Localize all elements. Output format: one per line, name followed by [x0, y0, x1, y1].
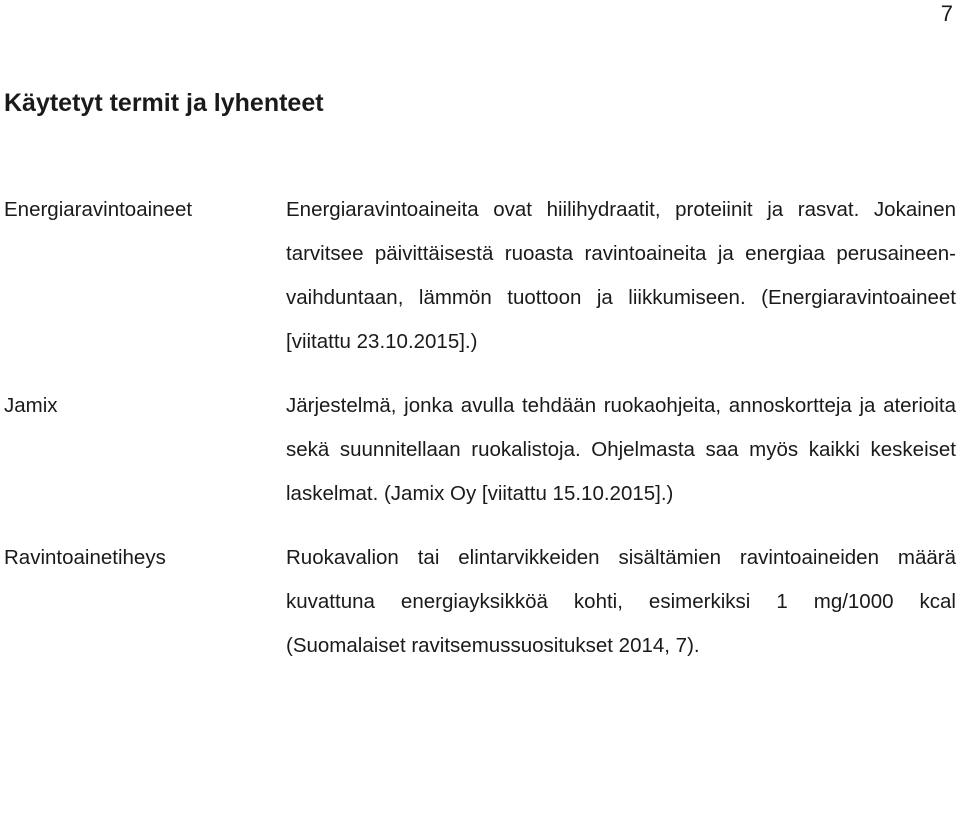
page-number: 7 — [940, 1, 953, 26]
glossary-entry-energiaravintoaineet — [4, 188, 956, 364]
glossary-definition: Järjestelmä, jonka avulla tehdään ruokaohjeita, annoskortteja ja aterioita sekä suunnitellaan ruokalistoja. Ohjelmasta saa myös kaikki keskeiset laskelmat. (Jamix Oy [viitattu 15.10.2015].) — [286, 394, 956, 505]
glossary-definition: Ruokavalion tai elintarvikkeiden sisältämien ravintoaineiden määrä kuvattuna energiayksikköä kohti, esimerkiksi 1 mg/1000 kcal (Suomalaiset ravitsemussuositukset 2014, 7). — [286, 546, 956, 657]
glossary-term: Jamix — [4, 394, 58, 417]
glossary-term: Energiaravintoaineet — [4, 198, 193, 221]
glossary-entry-jamix — [4, 384, 956, 516]
glossary-definition: Energiaravintoaineita ovat hiilihydraatit, proteiinit ja rasvat. Jokainen tarvitsee päivittäisestä ruoasta ravintoaineita ja energiaa perusaineen-vaihduntaan, lämmön tuottoon ja liikkumiseen. (Energiaravintoaineet [viitattu 23.10.2015].) — [286, 198, 956, 353]
glossary-entry-ravintoainetiheys — [4, 536, 956, 668]
page-title: Käytetyt termit ja lyhenteet — [4, 89, 324, 117]
glossary-term: Ravintoainetiheys — [4, 546, 166, 569]
glossary-list — [4, 188, 956, 688]
